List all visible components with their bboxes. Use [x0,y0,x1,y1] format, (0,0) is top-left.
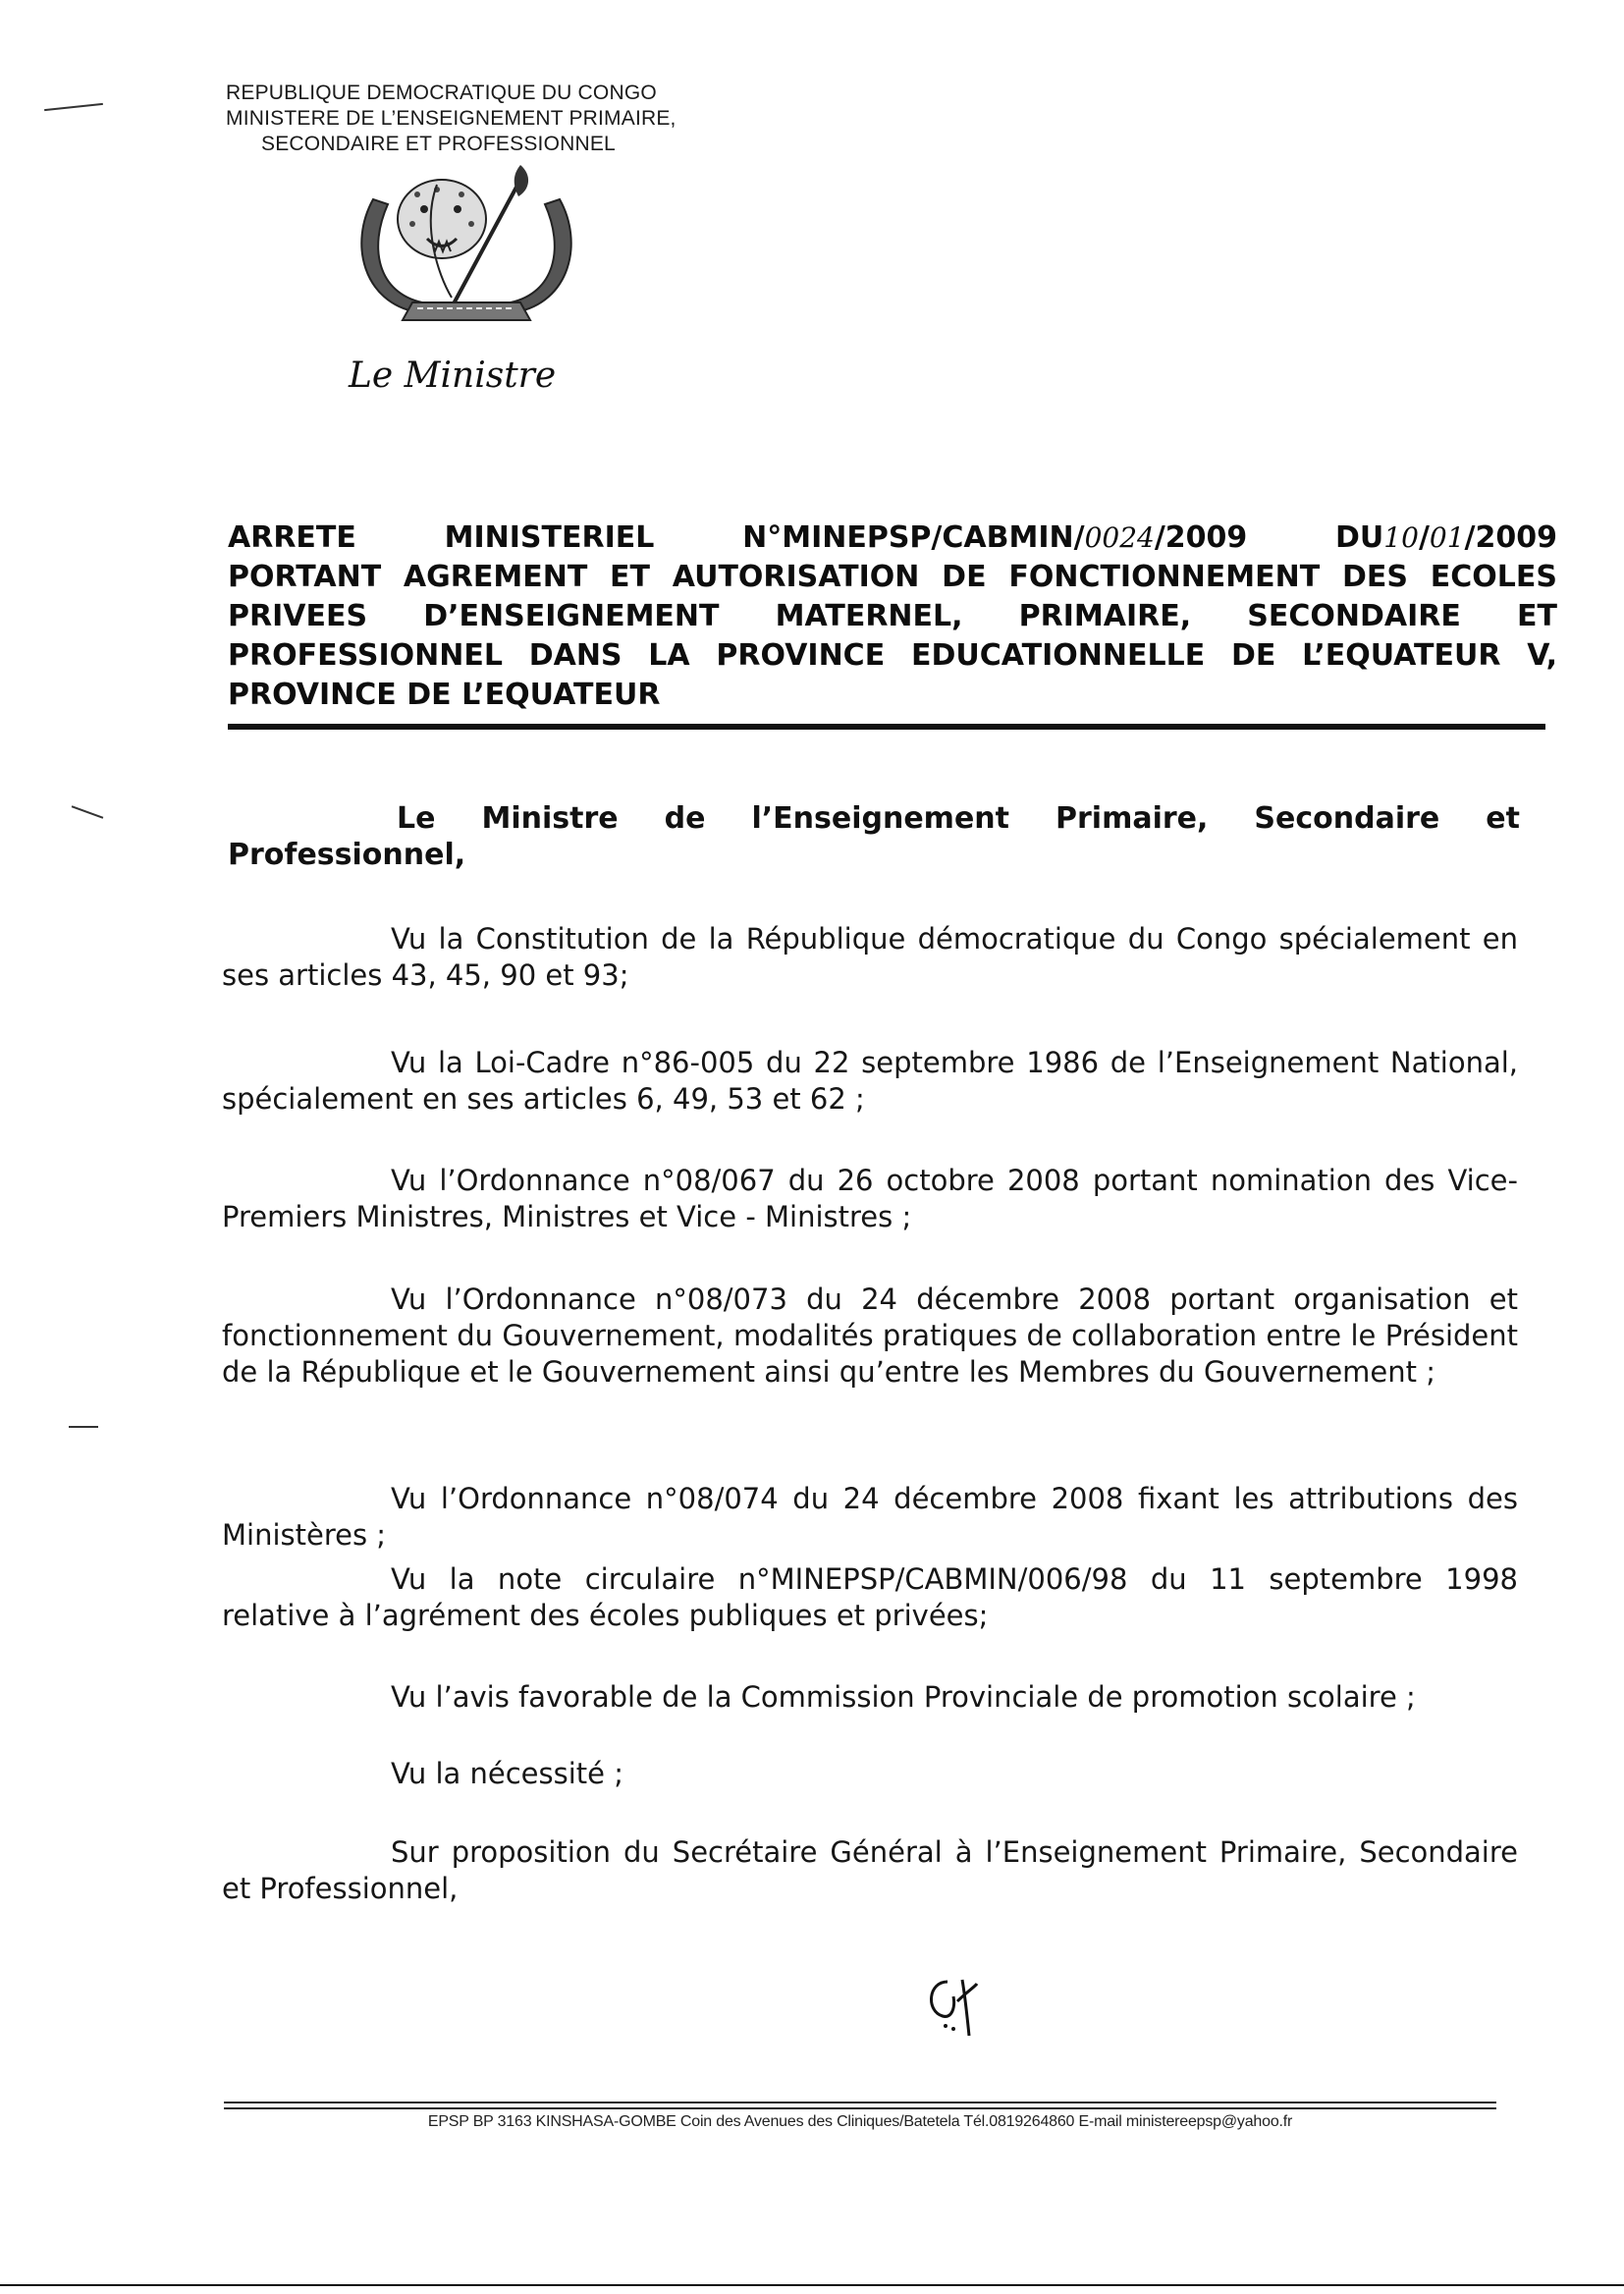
consideration-paragraph: Vu la nécessité ; [391,1757,623,1790]
page-bottom-edge [0,2284,1624,2286]
title-arrete: ARRETE [228,520,356,555]
title-underline [228,724,1545,730]
leopard-coat-of-arms-icon [344,165,589,337]
footer-address: EPSP BP 3163 KINSHASA-GOMBE Coin des Avenues des Cliniques/Batetela Tél.0819264860 E-mail ministereepsp@yahoo.fr [427,2113,1293,2130]
letterhead-country: REPUBLIQUE DEMOCRATIQUE DU CONGO [226,82,657,104]
title-line-2: PORTANT AGREMENT ET AUTORISATION DE FONCTIONNEMENT DES ECOLES [228,560,1557,594]
scan-mark [72,805,104,819]
minister-line-2: Professionnel, [228,838,466,872]
title-ministeriel: MINISTERIEL [444,520,655,555]
handwritten-month: 01 [1429,521,1465,554]
minister-line-1: Le Ministre de l’Enseignement Primaire, Secondaire et [397,801,1520,836]
letterhead-ministry: MINISTERE DE L’ENSEIGNEMENT PRIMAIRE, [226,107,677,130]
title-line-4: PROFESSIONNEL DANS LA PROVINCE EDUCATIONNELLE DE L’EQUATEUR V, [228,638,1557,673]
footer-rule [224,2102,1496,2103]
consideration-paragraph: Vu la Loi-Cadre n°86-005 du 22 septembre 1986 de l’Enseignement National, spécialement en ses articles 6, 49, 53 et 62 ; [222,1046,1518,1116]
scan-mark [69,1426,98,1428]
signature-title: Le Ministre [349,355,557,396]
decree-title [228,519,1557,715]
consideration-paragraph: Vu la Constitution de la République démocratique du Congo spécialement en ses articles 43, 45, 90 et 93; [222,922,1518,992]
title-line-3: PRIVEES D’ENSEIGNEMENT MATERNEL, PRIMAIRE, SECONDAIRE ET [228,599,1557,633]
consideration-paragraph: Vu l’Ordonnance n°08/067 du 26 octobre 2008 portant nomination des Vice-Premiers Ministres, Ministres et Vice - Ministres ; [222,1164,1518,1233]
title-line-5: PROVINCE DE L’EQUATEUR [228,678,661,712]
consideration-paragraph: Vu l’Ordonnance n°08/073 du 24 décembre 2008 portant organisation et fonctionnement du Gouvernement, modalités pratiques de collaboration entre le Président de la République et le Gouvernement ainsi qu’entre les Membres du Gouvernement ; [222,1283,1518,1389]
handwritten-number: 0024 [1084,521,1155,554]
handwritten-day: 10 [1383,521,1419,554]
consideration-paragraph: Vu l’Ordonnance n°08/074 du 24 décembre 2008 fixant les attributions des Ministères ; [222,1482,1518,1552]
consideration-paragraph: Sur proposition du Secrétaire Général à l’Enseignement Primaire, Secondaire et Professionnel, [222,1835,1518,1905]
scan-mark [44,103,103,111]
letterhead [226,81,776,157]
title-date: DU10/01/2009 [1335,520,1557,555]
consideration-paragraph: Vu l’avis favorable de la Commission Provinciale de promotion scolaire ; [391,1680,1416,1714]
handwritten-initials-icon [918,1972,997,2041]
consideration-paragraph: Vu la note circulaire n°MINEPSP/CABMIN/006/98 du 11 septembre 1998 relative à l’agrément des écoles publiques et privées; [222,1562,1518,1632]
minister-heading [228,800,1520,873]
title-number: N°MINEPSP/CABMIN/0024/2009 [742,520,1248,555]
letterhead-ministry-cont: SECONDAIRE ET PROFESSIONNEL [261,133,616,155]
footer-rule [224,2107,1496,2109]
